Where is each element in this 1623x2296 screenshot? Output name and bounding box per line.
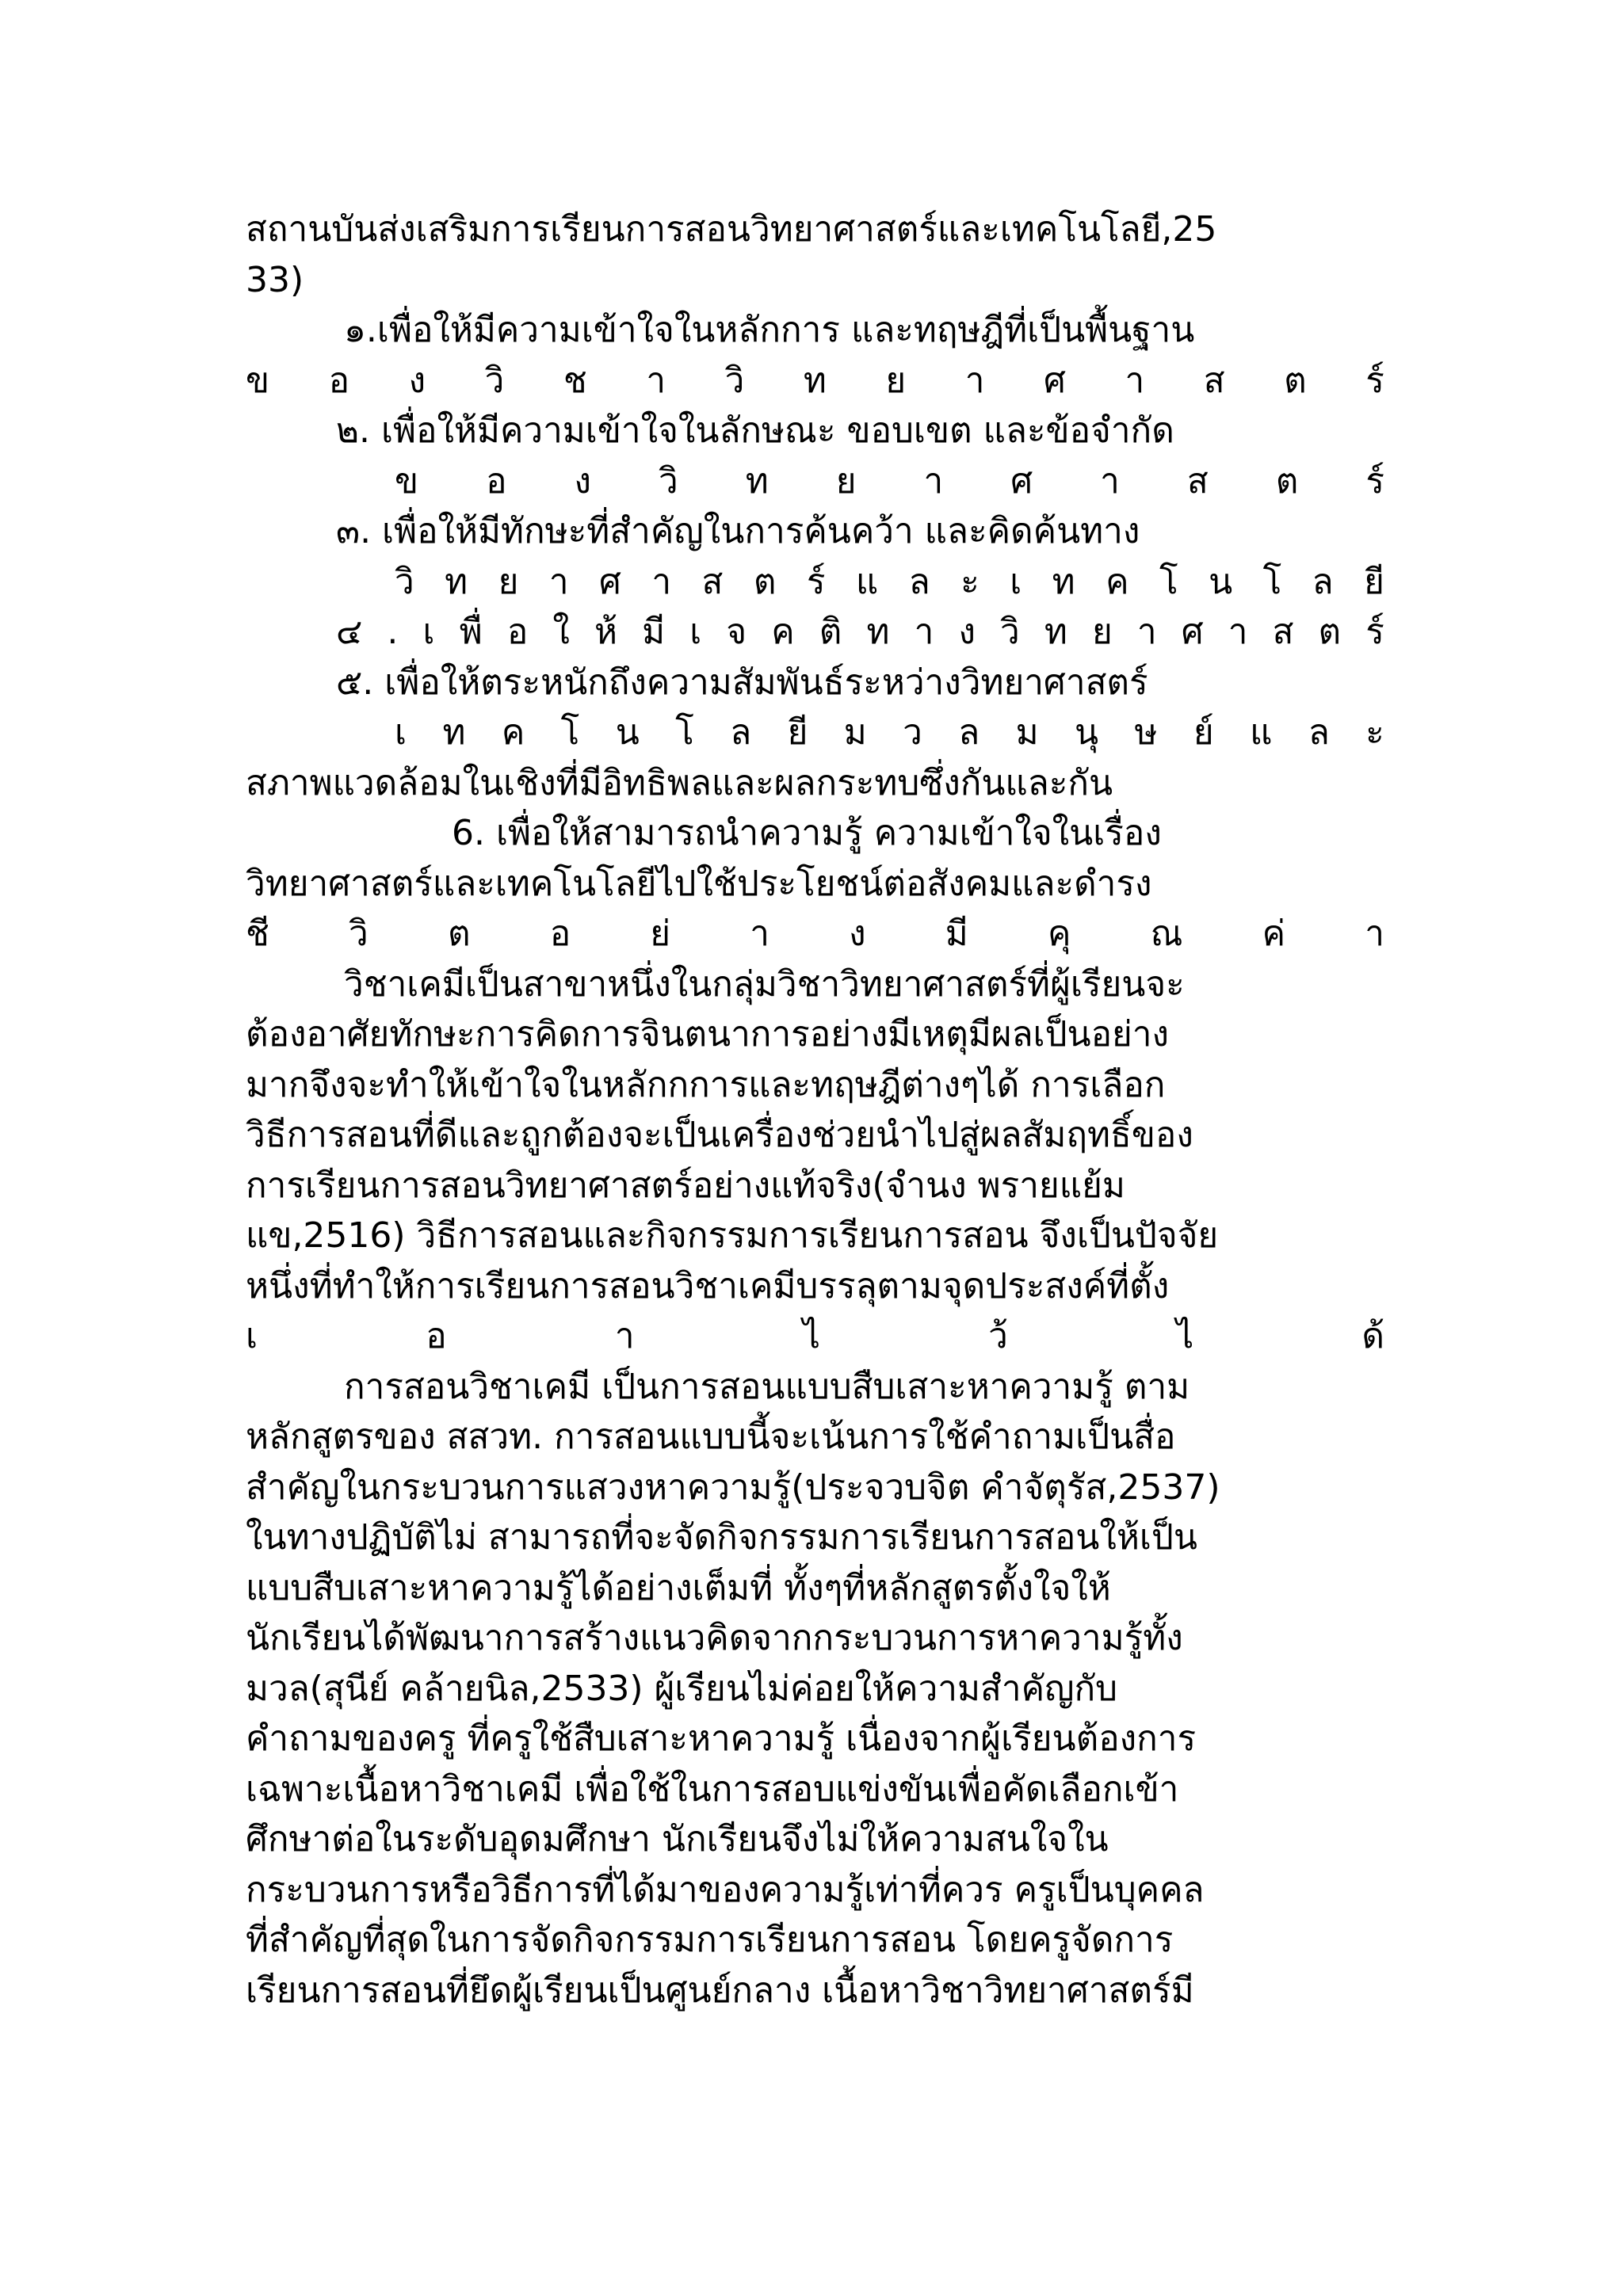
text-line: ในทางปฏิบัติไม่ สามารถที่จะจัดกิจกรรมการเรียนการสอนให้เป็น (246, 1517, 1197, 1558)
text-glyph: ศ (1181, 612, 1204, 652)
body-text (246, 204, 1384, 2016)
paragraph-1-end (246, 1311, 1384, 1362)
text-glyph: ร์ (1365, 460, 1384, 502)
text-glyph: ล (730, 712, 752, 753)
text-glyph: แ (1250, 712, 1273, 753)
text-glyph: ต (1275, 460, 1299, 502)
text-glyph: ต (1284, 360, 1307, 401)
text-glyph: ติ (819, 612, 842, 652)
text-line: หนึ่งที่ทำให้การเรียนการสอนวิชาเคมีบรรลุตามจุดประสงค์ที่ตั้ง (246, 1265, 1170, 1306)
text-glyph: ท (442, 712, 466, 753)
text-glyph: พื่ (459, 612, 483, 652)
objective-5: ๕. เพื่อให้ตระหนักถึงความสัมพันธ์ระหว่างวิทยาศาสตร์ (336, 662, 1148, 703)
paragraph-1-start: วิชาเคมีเป็นสาขาหนึ่งในกลุ่มวิชาวิทยาศาสตร์ที่ผู้เรียนจะ (344, 963, 1185, 1005)
text-glyph: ย (835, 460, 857, 502)
text-line: วิธีการสอนที่ดีและถูกต้องจะเป็นเครื่องช่วยนำไปสู่ผลสัมฤทธิ์ของ (246, 1115, 1193, 1155)
text-glyph: ย (498, 561, 519, 602)
text-glyph: คุ (1047, 913, 1071, 954)
text-glyph: โ (675, 712, 694, 753)
text-line: การเรียนการสอนวิทยาศาสตร์อย่างแท้จริง(จำนง พรายแย้ม (246, 1165, 1125, 1206)
text-glyph: ใ (552, 612, 570, 652)
text-glyph: เ (395, 712, 407, 753)
text-glyph: ท (803, 360, 827, 401)
text-glyph: ส (1186, 460, 1209, 502)
text-line: ศึกษาต่อในระดับอุดมศึกษา นักเรียนจึงไม่ให้ความสนใจใน (246, 1819, 1109, 1859)
text-glyph: ศ (1044, 360, 1066, 401)
text-glyph: อ (549, 913, 571, 954)
text-glyph: ๔ (336, 612, 363, 652)
text-glyph: า (1100, 460, 1120, 502)
text-glyph: า (1228, 612, 1248, 652)
text-glyph: วิ (724, 360, 745, 401)
text-glyph: วิ (349, 913, 369, 954)
objective-2: ๒. เพื่อให้มีความเข้าใจในลักษณะ ขอบเขต และข้อจำกัด (336, 410, 1174, 451)
text-glyph: น (1209, 561, 1233, 602)
text-glyph: ค (501, 712, 525, 753)
text-glyph: น (615, 712, 640, 753)
text-glyph: อ (486, 460, 507, 502)
objective-6-continued (246, 909, 1384, 959)
text-glyph: ง (849, 913, 866, 954)
text-glyph: ศ (598, 561, 621, 602)
text-glyph: ว (903, 712, 922, 753)
text-glyph: ยี (1364, 561, 1384, 602)
text-glyph: า (1125, 360, 1145, 401)
text-glyph: า (614, 1316, 635, 1356)
text-glyph: า (750, 913, 769, 954)
text-line: แบบสืบเสาะหาความรู้ได้อย่างเต็มที่ ทั้งๆที่หลักสูตรตั้งใจให้ (246, 1567, 1111, 1608)
text-glyph: ย์ (1193, 712, 1214, 753)
text-line: นักเรียนได้พัฒนาการสร้างแนวคิดจากกระบวนการหาความรู้ทั้ง (246, 1618, 1183, 1658)
text-glyph: ท (745, 460, 769, 502)
text-glyph: มี (642, 612, 666, 652)
objective-2-continued (246, 456, 1384, 507)
text-glyph: ส (1272, 612, 1294, 652)
text-glyph: ต (753, 561, 777, 602)
text-glyph: ณ (1150, 913, 1183, 954)
text-glyph: . (387, 612, 399, 652)
text-glyph: า (1136, 612, 1157, 652)
text-glyph: ค (1106, 561, 1129, 602)
paragraph-2-start: การสอนวิชาเคมี เป็นการสอนแบบสืบเสาะหาความรู้ ตาม (344, 1366, 1190, 1407)
text-glyph: วิ (484, 360, 505, 401)
text-glyph: ล (908, 561, 930, 602)
text-glyph: ต (1318, 612, 1342, 652)
text-line: วิทยาศาสตร์และเทคโนโลยีไปใช้ประโยชน์ต่อสังคมและดำรง (246, 863, 1152, 904)
text-glyph: ศ (1010, 460, 1033, 502)
text-glyph: จ (726, 612, 747, 652)
text-glyph: นุ (1075, 712, 1099, 753)
text-glyph: ว้ (988, 1316, 1008, 1356)
text-glyph: า (651, 561, 672, 602)
objective-4 (246, 607, 1384, 658)
text-glyph: ง (958, 612, 976, 652)
text-line: หลักสูตรของ สสวท. การสอนแบบนี้จะเน้นการใช้คำถามเป็นสื่อ (246, 1417, 1176, 1457)
text-line: 33) (246, 259, 304, 300)
text-line: คำถามของครู ที่ครูใช้สืบเสาะหาความรู้ เนื่องจากผู้เรียนต้องการ (246, 1718, 1197, 1759)
text-glyph: า (548, 561, 569, 602)
text-glyph: ร์ (806, 561, 826, 602)
text-line: เฉพาะเนื้อหาวิชาเคมี เพื่อใช้ในการสอบแข่งขันเพื่อคัดเลือกเข้า (246, 1768, 1179, 1810)
text-line: เรียนการสอนที่ยึดผู้เรียนเป็นศูนย์กลาง เนื้อหาวิชาวิทยาศาสตร์มี (246, 1970, 1194, 2011)
text-glyph: ข (395, 460, 419, 502)
text-glyph: ะ (960, 561, 980, 602)
text-glyph: ต (447, 913, 471, 954)
text-glyph: ษ (1134, 712, 1158, 753)
text-line: ที่สำคัญที่สุดในการจัดกิจกรรมการเรียนการสอน โดยครูจัดการ (246, 1920, 1174, 1960)
text-glyph: แ (855, 561, 879, 602)
text-line: มวล(สุนีย์ คล้ายนิล,2533) ผู้เรียนไม่ค่อยให้ความสำคัญกับ (246, 1668, 1118, 1709)
text-glyph: อ (328, 360, 350, 401)
text-glyph: เ (1010, 561, 1022, 602)
text-glyph: ล (958, 712, 980, 753)
text-glyph: ะ (1365, 712, 1384, 753)
text-glyph: ย่ (650, 913, 671, 954)
text-line: สภาพแวดล้อมในเชิงที่มีอิทธิพลและผลกระทบซึ่งกันและกัน (246, 762, 1113, 803)
text-glyph: เ (422, 612, 435, 652)
text-glyph: ท (445, 561, 468, 602)
text-glyph: ช (563, 360, 587, 401)
text-glyph: เ (246, 1316, 258, 1356)
text-glyph: ย (1091, 612, 1113, 652)
text-glyph: ส (701, 561, 724, 602)
text-glyph: ค่ (1262, 913, 1286, 954)
objective-6: 6. เพื่อให้สามารถนำความรู้ ความเข้าใจในเรื่อง (452, 813, 1162, 853)
text-glyph: า (923, 460, 944, 502)
text-glyph: เ (689, 612, 702, 652)
text-glyph: ท (1044, 612, 1067, 652)
text-glyph: ง (408, 360, 426, 401)
text-glyph: ง (574, 460, 591, 502)
text-glyph: โ (560, 712, 580, 753)
text-glyph: า (646, 360, 666, 401)
text-glyph: อ (506, 612, 529, 652)
text-line: แข,2516) วิธีการสอนและกิจกรรมการเรียนการสอน จึงเป็นปัจจัย (246, 1215, 1219, 1256)
text-glyph: ค (771, 612, 795, 652)
text-glyph: ท (866, 612, 890, 652)
text-glyph: า (914, 612, 934, 652)
text-glyph: า (1365, 913, 1384, 954)
text-glyph: ยี (787, 712, 808, 753)
text-glyph: ม (843, 712, 867, 753)
text-line: สถานบันส่งเสริมการเรียนการสอนวิทยาศาสตร์และเทคโนโลยี,25 (246, 209, 1217, 250)
text-glyph: ร์ (1365, 612, 1384, 652)
text-glyph: ชี (246, 913, 269, 954)
text-line: มากจึงจะทำให้เข้าใจในหลักกการและทฤษฎีต่างๆได้ การเลือก (246, 1064, 1166, 1105)
text-line: กระบวนการหรือวิธีการที่ได้มาของความรู้เท่าที่ควร ครูเป็นบุคคล (246, 1869, 1205, 1910)
objective-5-continued (246, 707, 1384, 758)
text-glyph: ท (1052, 561, 1075, 602)
text-glyph: มี (945, 913, 968, 954)
text-glyph: ส (1203, 360, 1225, 401)
objective-1-continued (246, 356, 1384, 406)
text-glyph: วิ (659, 460, 678, 502)
text-glyph: ม (1015, 712, 1039, 753)
text-glyph: ไ (802, 1316, 820, 1356)
text-line: สำคัญในกระบวนการแสวงหาความรู้(ประจวบจิต คำจัตุรัส,2537) (246, 1466, 1220, 1508)
text-glyph: โ (1262, 561, 1282, 602)
text-glyph: ห้ (594, 612, 617, 652)
text-line: ต้องอาศัยทักษะการคิดการจินตนาการอย่างมีเหตุมีผลเป็นอย่าง (246, 1014, 1169, 1055)
text-glyph: ล (1312, 561, 1334, 602)
objective-3-continued (246, 557, 1384, 608)
text-glyph: ร์ (1365, 360, 1384, 401)
text-glyph: ด้ (1361, 1316, 1384, 1356)
text-glyph: วิ (395, 561, 414, 602)
text-glyph: า (964, 360, 985, 401)
text-glyph: โ (1159, 561, 1178, 602)
text-glyph: ไ (1176, 1316, 1194, 1356)
text-glyph: วิ (1000, 612, 1020, 652)
objective-3: ๓. เพื่อให้มีทักษะที่สำคัญในการค้นคว้า และคิดค้นทาง (336, 511, 1140, 551)
text-glyph: อ (426, 1316, 447, 1356)
text-glyph: ล (1308, 712, 1330, 753)
text-glyph: ข (246, 360, 270, 401)
objective-1: ๑.เพื่อให้มีความเข้าใจในหลักการ และทฤษฎีที่เป็นพื้นฐาน (344, 310, 1195, 350)
text-glyph: ย (885, 360, 907, 401)
